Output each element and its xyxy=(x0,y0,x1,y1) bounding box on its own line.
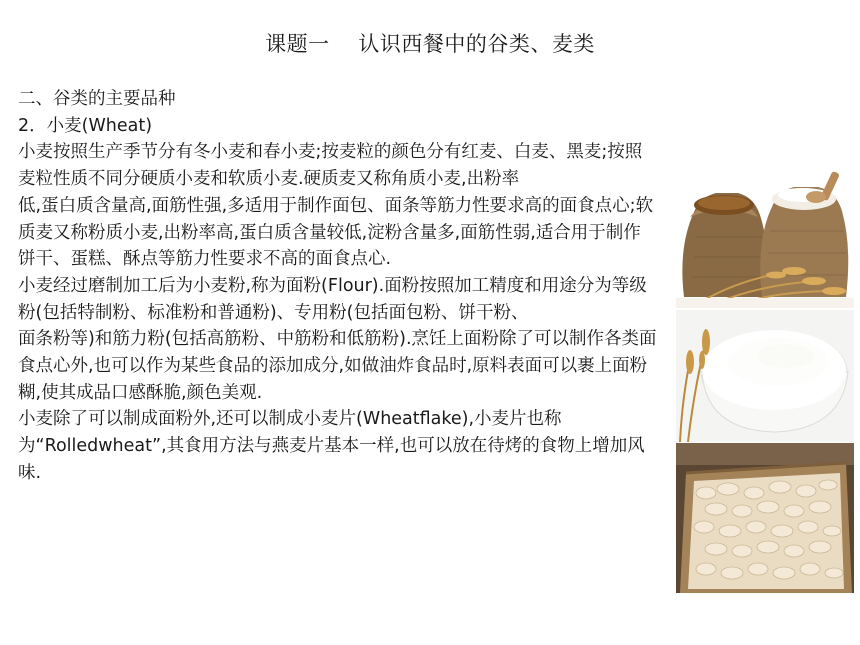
slide-title: 课题一 认识西餐中的谷类、麦类 xyxy=(265,32,595,56)
flour-bowl-photo xyxy=(676,310,854,442)
wheat-flakes-photo xyxy=(676,443,854,593)
content-body xyxy=(18,86,658,487)
subsection-heading: 2．小麦(Wheat) xyxy=(18,115,153,136)
paragraph-flour-usage: 面条粉等)和筋力粉(包括高筋粉、中筋粉和低筋粉).烹饪上面粉除了可以制作各类面食点心外,也可以作为某些食品的添加成分,如做油炸食品时,原料表面可以裹上面粉糊,使其成品口感酥脆,颜色美观. xyxy=(18,329,657,403)
paragraph-flour-types: 小麦经过磨制加工后为小麦粉,称为面粉(Flour).面粉按照加工精度和用途分为等级粉(包括特制粉、标准粉和普通粉)、专用粉(包括面包粉、饼干粉、 xyxy=(18,275,647,323)
paragraph-classification: 小麦按照生产季节分有冬小麦和春小麦;按麦粒的颜色分有红麦、白麦、黑麦;按照麦粒性质不同分硬质小麦和软质小麦.硬质麦又称角质小麦,出粉率 xyxy=(18,142,643,190)
paragraph-hard-soft-wheat: 低,蛋白质含量高,面筋性强,多适用于制作面包、面条等筋力性要求高的面食点心;软质麦又称粉质小麦,出粉率高,蛋白质含量较低,淀粉含量多,面筋性弱,适合用于制作饼干、蛋糕、酥点等筋力性要求不高的面食点心. xyxy=(18,195,654,270)
wheat-sacks-photo xyxy=(676,167,854,308)
section-heading: 二、谷类的主要品种 xyxy=(18,89,176,109)
paragraph-wheat-flakes: 小麦除了可以制成面粉外,还可以制成小麦片(Wheatflake),小麦片也称为“Rolledwheat”,其食用方法与燕麦片基本一样,也可以放在待烤的食物上增加风味. xyxy=(18,409,645,483)
